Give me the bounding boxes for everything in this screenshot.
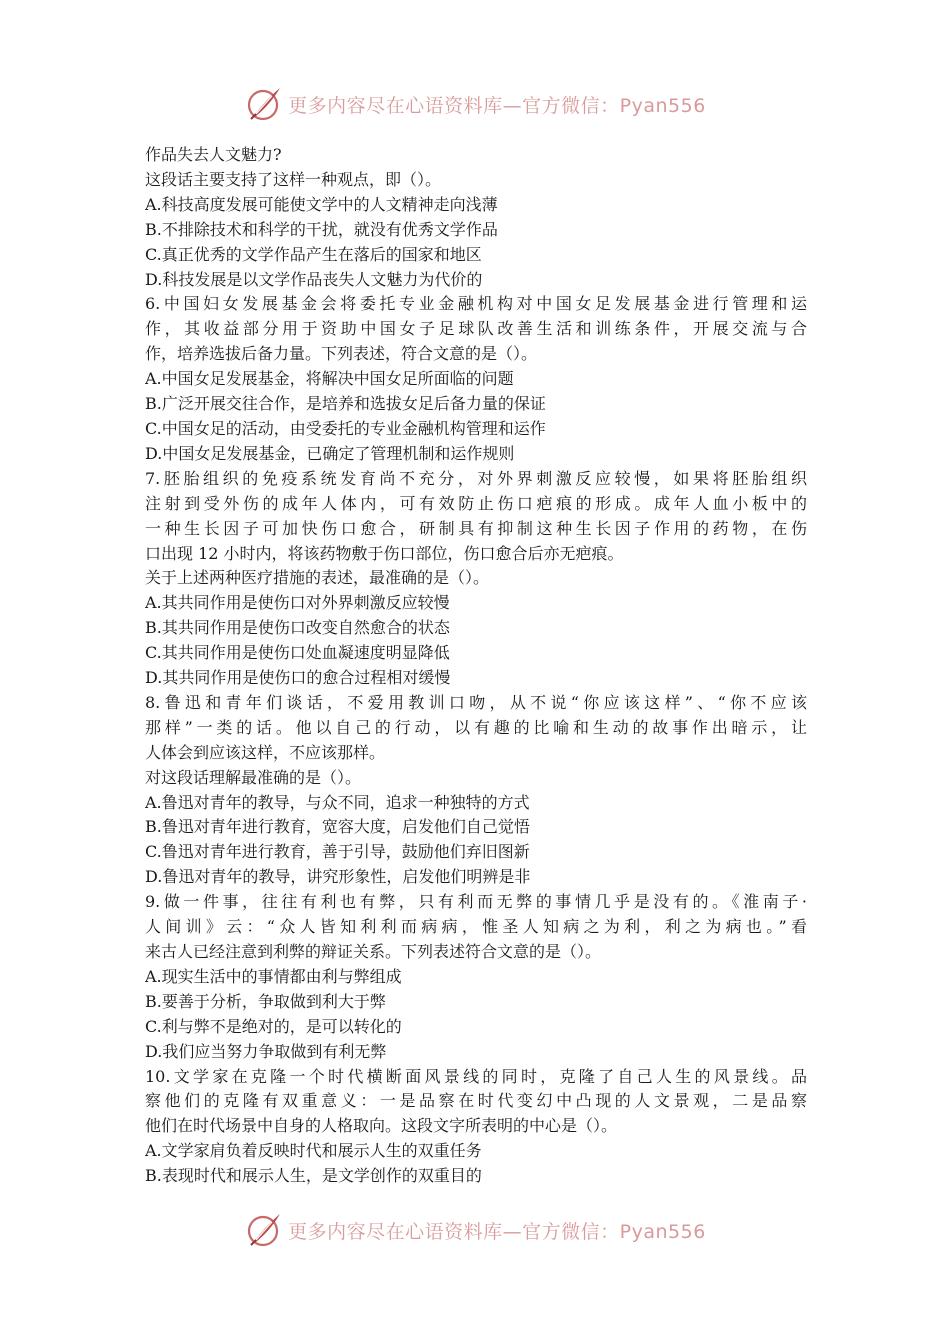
text-line: B.不排除技术和科学的干扰，就没有优秀文学作品: [145, 219, 498, 239]
quill-logo-icon: [244, 84, 284, 124]
text-line: 口出现 12 小时内，将该药物敷于伤口部位，伤口愈合后亦无疤痕。: [145, 543, 624, 563]
text-line: A.中国女足发展基金，将解决中国女足所面临的问题: [145, 369, 514, 389]
text-line: 这段话主要支持了这样一种观点，即（）。: [145, 169, 442, 189]
text-line: 8.鲁迅和青年们谈话，不爱用教训口吻，从不说“你应该这样”、“你不应该: [145, 692, 807, 712]
text-line: C.鲁迅对青年进行教育，善于引导，鼓励他们弃旧图新: [145, 842, 530, 862]
text-line: A.现实生活中的事情都由利与弊组成: [145, 966, 402, 986]
text-line: 注射到受外伤的成年人体内，可有效防止伤口疤痕的形成。成年人血小板中的: [145, 493, 807, 513]
text-line: 作，培养选拔后备力量。下列表述，符合文意的是（）。: [145, 344, 538, 364]
header-watermark: [0, 82, 950, 126]
text-line: 那样”一类的话。他以自己的行动，以有趣的比喻和生动的故事作出暗示，让: [145, 717, 807, 737]
text-line: 来古人已经注意到利弊的辩证关系。下列表述符合文意的是（）。: [145, 942, 602, 961]
text-line: D.其共同作用是使伤口的愈合过程相对缓慢: [145, 668, 451, 688]
text-line: 6.中国妇女发展基金会将委托专业金融机构对中国女足发展基金进行管理和运: [145, 294, 807, 314]
watermark-text: 更多内容尽在心语资料库—官方微信：Pyan556: [288, 94, 706, 117]
text-line: 10.文学家在克隆一个时代横断面风景线的同时，克隆了自己人生的风景线。品: [145, 1066, 807, 1086]
text-line: C.其共同作用是使伤口处血凝速度明显降低: [145, 643, 450, 663]
text-line: A.文学家肩负着反映时代和展示人生的双重任务: [145, 1141, 482, 1161]
footer-watermark: [0, 1208, 950, 1252]
text-line: B.广泛开展交往合作，是培养和选拔女足后备力量的保证: [145, 394, 546, 414]
text-line: 对这段话理解最准确的是（）。: [145, 767, 362, 787]
text-line: C.中国女足的活动，由受委托的专业金融机构管理和运作: [145, 418, 546, 438]
text-line: A.其共同作用是使伤口对外界刺激反应较慢: [145, 593, 450, 613]
text-line: B.要善于分析，争取做到利大于弊: [145, 991, 386, 1011]
text-line: D.鲁迅对青年的教导，讲究形象性，启发他们明辨是非: [145, 867, 531, 887]
text-line: 察他们的克隆有双重意义：一是品察在时代变幻中凸现的人文景观，二是品察: [145, 1091, 807, 1111]
text-line: 作品失去人文魅力?: [145, 145, 282, 164]
document-body: [145, 143, 807, 1189]
text-line: 人间训》云：“众人皆知利利而病病，惟圣人知病之为利，利之为病也。”看: [145, 917, 807, 937]
text-line: D.科技发展是以文学作品丧失人文魅力为代价的: [145, 269, 483, 289]
text-line: A.科技高度发展可能使文学中的人文精神走向浅薄: [145, 194, 498, 214]
text-line: 9.做一件事，往往有利也有弊，只有利而无弊的事情几乎是没有的。《淮南子·: [145, 892, 807, 912]
text-line: D.中国女足发展基金，已确定了管理机制和运作规则: [145, 443, 515, 463]
text-line: C.真正优秀的文学作品产生在落后的国家和地区: [145, 244, 482, 264]
text-line: B.其共同作用是使伤口改变自然愈合的状态: [145, 618, 450, 638]
text-line: 7.胚胎组织的免疫系统发育尚不充分，对外界刺激反应较慢，如果将胚胎组织: [145, 468, 807, 488]
text-line: 作，其收益部分用于资助中国女子足球队改善生活和训练条件，开展交流与合: [145, 319, 807, 339]
text-line: 人体会到应该这样，不应该那样。: [145, 742, 386, 762]
text-line: 他们在时代场景中自身的人格取向。这段文字所表明的中心是（）。: [145, 1116, 618, 1136]
quill-logo-icon: [244, 1210, 284, 1250]
text-line: 一种生长因子可加快伤口愈合，研制具有抑制这种生长因子作用的药物，在伤: [145, 518, 807, 538]
watermark-text: 更多内容尽在心语资料库—官方微信：Pyan556: [288, 1220, 706, 1243]
text-line: B.表现时代和展示人生，是文学创作的双重目的: [145, 1166, 482, 1186]
text-line: 关于上述两种医疗措施的表述，最准确的是（）。: [145, 568, 490, 588]
text-line: A.鲁迅对青年的教导，与众不同，追求一种独特的方式: [145, 792, 530, 812]
text-line: C.利与弊不是绝对的，是可以转化的: [145, 1016, 402, 1036]
text-line: D.我们应当努力争取做到有利无弊: [145, 1041, 387, 1061]
text-line: B.鲁迅对青年进行教育，宽容大度，启发他们自己觉悟: [145, 817, 530, 837]
